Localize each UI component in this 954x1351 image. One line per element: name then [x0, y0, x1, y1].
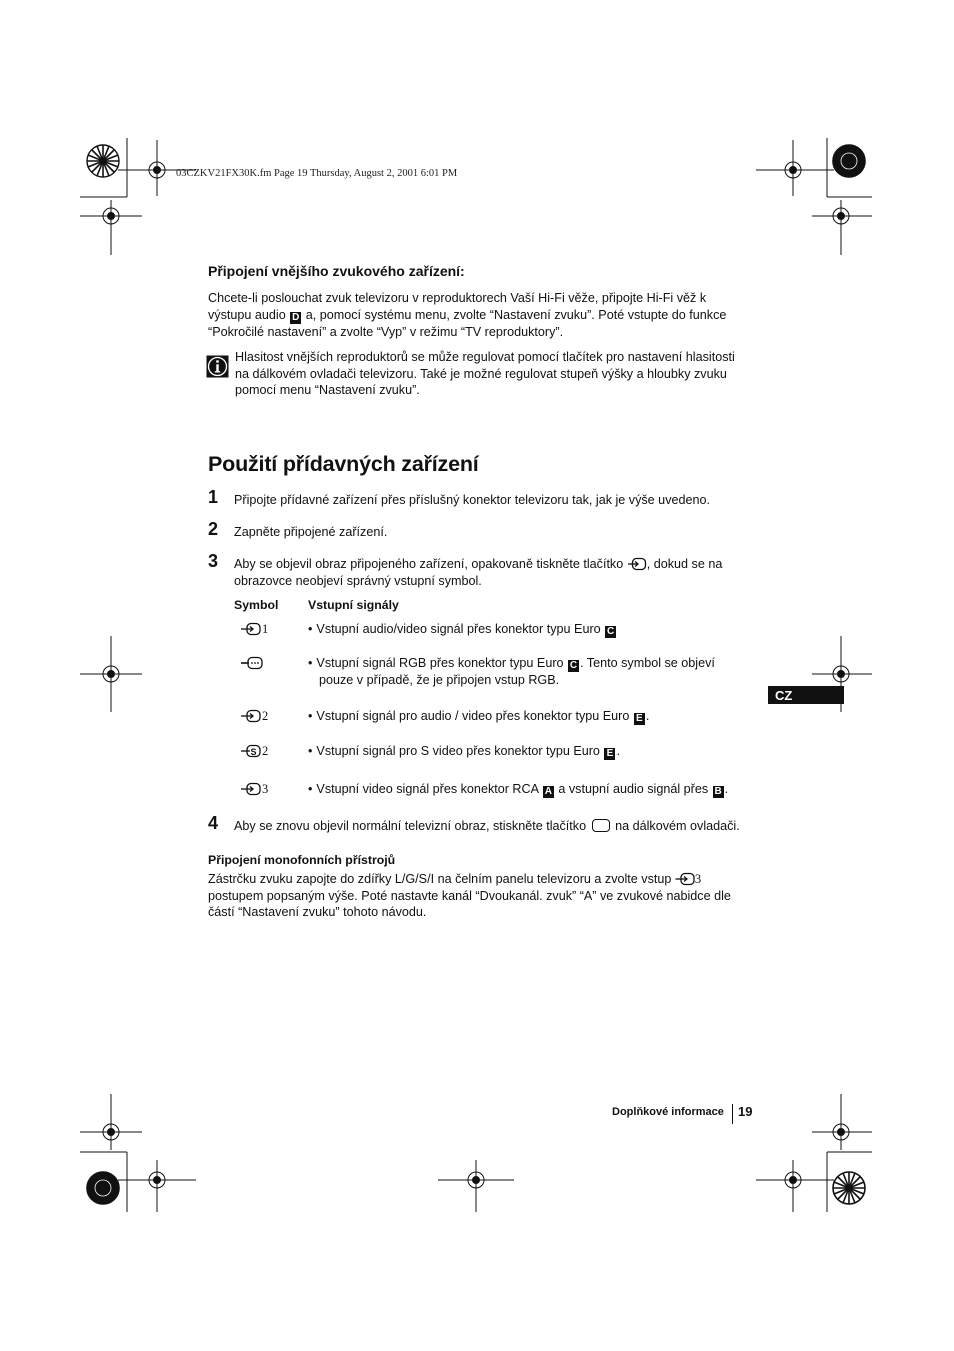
- signal-row: [308, 743, 620, 760]
- av-input-icon: [240, 622, 262, 636]
- signal-row: [308, 781, 728, 798]
- step-text-part: obrazovce neobjeví správný vstupní symbol.: [234, 573, 482, 588]
- input-select-icon: [627, 557, 647, 571]
- connector-label-d: D: [292, 311, 300, 323]
- language-tab: CZ: [768, 686, 844, 704]
- symbol-suffix: 2: [262, 744, 269, 758]
- bullet: •: [308, 709, 313, 723]
- mono-text: částí “Nastavení zvuku” tohoto návodu.: [208, 905, 427, 919]
- file-header-info: 03CZKV21FX30K.fm Page 19 Thursday, August 2, 2001 6:01 PM: [176, 168, 458, 179]
- mono-paragraph: [208, 871, 768, 921]
- note-line: Hlasitost vnějších reproduktorů se může regulovat pomocí tlačítek pro nastavení hlasitosti: [235, 350, 735, 364]
- footer-divider: [732, 1104, 733, 1124]
- step-text-part: , dokud se na: [646, 557, 723, 571]
- step-number: 2: [208, 519, 219, 539]
- step-text: [234, 818, 740, 835]
- signal-row: [308, 621, 617, 638]
- note-line: na dálkovém ovladači televizoru. Také je možné regulovat stupeň výšky a hloubky zvuku: [235, 366, 727, 381]
- audio-section-heading: Připojení vnějšího zvukového zařízení:: [208, 263, 465, 279]
- audio-para-line: Chcete-li poslouchat zvuk televizoru v reproduktorech Vaší Hi-Fi věže, připojte Hi-Fi věž k: [208, 291, 707, 305]
- step-number: 3: [208, 551, 219, 571]
- audio-para-text: a, pomocí systému menu, zvolte “Nastavení zvuku”. Poté vstupte do funkce: [305, 307, 727, 322]
- step-text: [234, 556, 754, 589]
- connector-label: E: [604, 748, 615, 760]
- connector-label: C: [569, 660, 578, 671]
- step-text-part: na dálkovém ovladači.: [615, 819, 740, 833]
- symbol-suffix: 3: [262, 782, 269, 796]
- step-number: 4: [208, 813, 219, 833]
- tv-button-icon: [592, 819, 610, 832]
- rgb-input-symbol: [240, 656, 264, 671]
- signal-row: [308, 655, 715, 689]
- signal-row: [308, 708, 649, 725]
- step-text: Připojte přídavné zařízení přes příslušný konektor televizoru tak, jak je výše uvedeno.: [234, 493, 711, 507]
- footer-section-name: Doplňkové informace: [612, 1106, 724, 1118]
- connector-label: B: [714, 786, 722, 797]
- connector-label: E: [634, 713, 645, 725]
- note-line: pomocí menu “Nastavení zvuku”.: [235, 383, 420, 397]
- av-input-1-symbol: [240, 622, 268, 637]
- page-title: Použití přídavných zařízení: [208, 452, 479, 476]
- mono-heading: Připojení monofonních přístrojů: [208, 853, 396, 867]
- connector-label: A: [544, 786, 552, 797]
- s-video-input-symbol: [240, 744, 268, 759]
- av-input-3-symbol: [240, 782, 268, 797]
- info-note-text: [235, 349, 755, 399]
- signal-text: Vstupní signál RGB přes konektor typu Euro: [316, 656, 564, 670]
- svg-text:S: S: [250, 747, 257, 757]
- bullet: •: [308, 622, 313, 636]
- rgb-input-icon: [240, 656, 264, 670]
- symbol-suffix: 1: [262, 622, 269, 636]
- signal-text: .: [724, 782, 729, 796]
- av-input-icon: [675, 872, 695, 886]
- audio-para-line: [208, 307, 768, 324]
- mono-text: Zástrčku zvuku zapojte do zdířky L/G/S/I na čelním panelu televizoru a zvolte vstup: [208, 872, 672, 886]
- signal-text: . Tento symbol se objeví: [580, 656, 715, 670]
- signal-text: Vstupní signál pro audio / video přes konektor typu Euro: [316, 709, 630, 723]
- bullet: •: [308, 744, 313, 758]
- symbol-suffix: 2: [262, 709, 269, 723]
- audio-para-text: výstupu audio: [208, 307, 286, 322]
- signal-text: Vstupní signál pro S video přes konektor typu Euro: [316, 744, 600, 758]
- signal-text: .: [616, 744, 620, 758]
- signal-text: a vstupní audio signál přes: [558, 782, 709, 796]
- signal-text: Vstupní video signál přes konektor RCA: [316, 782, 539, 796]
- mono-text: postupem popsaným výše. Poté nastavte kanál “Dvoukanál. zvuk” “A” ve zvukové nabidce dle: [208, 888, 731, 903]
- audio-para-line: “Pokročilé nastavení” a zvolte “Vyp” v režimu “TV reproduktory”.: [208, 324, 564, 339]
- signal-text: .: [645, 709, 650, 723]
- av-input-2-symbol: [240, 709, 268, 724]
- av-input-icon: [240, 782, 262, 796]
- step-text-part: Aby se znovu objevil normální televizní obraz, stiskněte tlačítko: [234, 819, 587, 833]
- av-input-icon: [240, 709, 262, 723]
- mono-text: 3: [694, 872, 702, 886]
- step-text: Zapněte připojené zařízení.: [234, 525, 388, 539]
- connector-label: C: [607, 626, 615, 637]
- signal-text: Vstupní audio/video signál přes konektor typu Euro: [316, 622, 601, 636]
- signal-text: pouze v případě, že je připojen vstup RGB.: [319, 673, 560, 687]
- page-number: 19: [738, 1104, 753, 1119]
- bullet: •: [308, 656, 313, 670]
- audio-paragraph: [208, 290, 768, 340]
- info-note-icon: [206, 355, 229, 378]
- step-text-part: Aby se objevil obraz připojeného zařízení, opakovaně tiskněte tlačítko: [234, 557, 624, 571]
- bullet: •: [308, 782, 313, 796]
- signals-column-header: Vstupní signály: [308, 598, 399, 612]
- step-number: 1: [208, 487, 219, 507]
- s-video-input-icon: [240, 744, 262, 758]
- symbol-column-header: Symbol: [234, 598, 279, 612]
